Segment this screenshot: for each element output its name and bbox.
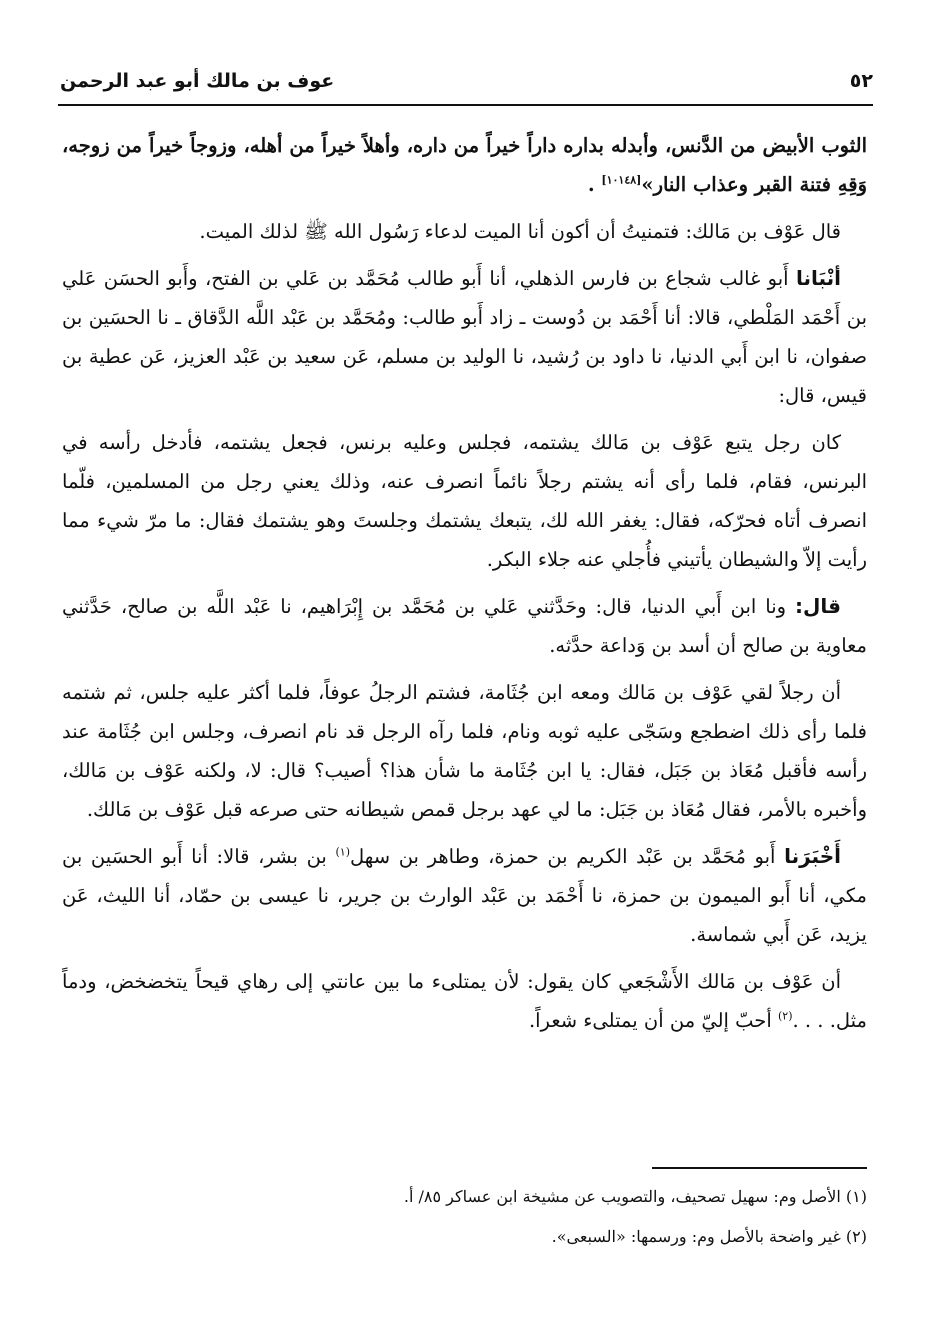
paragraph-8-text-a: أن عَوْف بن مَالك الأَشْجَعي كان يقول: لأن يمتلىء ما بين عانتي إلى رهاي قيحاً يتخضخض، ودماً مثل. . . . [62,970,867,1032]
footnote-rule [652,1167,867,1169]
paragraph-1-text: الثوب الأبيض من الدَّنس، وأبدله بداره داراً خيراً من داره، وأهلاً خيراً من أهله، وزوجاً خيراً من زوجه، وَقِهِ فتنة القبر وعذاب النار» [62,134,867,196]
main-text [62,126,867,1048]
running-title: عوف بن مالك أبو عبد الرحمن [60,70,335,92]
paragraph-7-text-b: بن بشر، قالا: أنا أَبو الحسَين بن مكي، أنا أَبو الميمون بن حمزة، نا أَحْمَد بن عَبْد الوارث بن جرير، نا عيسى بن حمّاد، أنا الليث، عَن يزيد، عَن أَبي شماسة. [62,845,867,946]
footnote-1 [62,1182,867,1212]
paragraph-7-lead: أَخْبَرَنا [784,844,841,868]
header-rule [58,104,873,106]
page-header [60,62,873,100]
footnotes [62,1182,867,1262]
hadith-reference: [١٠١٤٨] [601,173,642,187]
paragraph-7 [62,837,867,954]
paragraph-5 [62,587,867,665]
footnote-ref-2: (٢) [777,1009,793,1023]
paragraph-4: كان رجل يتبع عَوْف بن مَالك يشتمه، فجلس وعليه برنس، فجعل يشتمه، فأدخل رأسه في البرنس، فقام، فلما رأى أنه يشتم رجلاً نائماً انصرف عنه، وذلك يعني رجل من المسلمين، فلّما انصرف أتاه فحرّكه، فقال: يغفر الله لك، يتبعك يشتمك وجلستَ وهو يشتمك فقال: ما مرّ شيء مما رأيت إلاّ والشيطان يأتيني فأُجلي عنه جلاء البكر. [62,431,867,571]
footnote-1-number: (١) [845,1187,867,1206]
paragraph-3-text: أَبو غالب شجاع بن فارس الذهلي، أنا أَبو طالب مُحَمَّد بن عَلي بن الفتح، وأَبو الحسَن عَلي بن أَحْمَد المَلْطي، قالا: أنا أَحْمَد بن دُوست ـ زاد أَبو طالب: ومُحَمَّد بن عَبْد اللَّه الدَّقاق ـ نا الحسَين بن صفوان، نا ابن أَبي الدنيا، نا داود بن رُشيد، نا الوليد بن مسلم، عَن سعيد بن عَبْد العزيز، عَن عطية بن قيس، قال: [62,267,867,407]
paragraph-5-text: ونا ابن أَبي الدنيا، قال: وحَدَّثني عَلي بن مُحَمَّد بن إِبْرَاهيم، نا عَبْد اللَّه بن صالح، حَدَّثني معاوية بن صالح أن أسد بن وَداعة حدَّثه. [62,595,867,657]
page-number: ٥٢ [849,70,873,92]
paragraph-2: قال عَوْف بن مَالك: فتمنيتُ أن أكون أنا الميت لدعاء رَسُول الله ﷺ لذلك الميت. [199,220,841,243]
paragraph-3-lead: أنْبَانا [795,266,841,290]
footnote-2 [62,1222,867,1252]
paragraph-8-text-b: أحبّ إليّ من أن يمتلىء شعراً. [528,1009,778,1032]
paragraph-3 [62,259,867,415]
paragraph-8 [62,962,867,1040]
footnote-1-text: الأصل وم: سهيل تصحيف، والتصويب عن مشيخة ابن عساكر ٨٥/ أ. [403,1187,841,1206]
footnote-ref-1: (١) [335,845,350,859]
footnote-2-number: (٢) [845,1227,867,1246]
paragraph-1-end: . [587,173,602,196]
footnote-2-text: غير واضحة بالأصل وم: ورسمها: «السبعى». [551,1227,841,1246]
paragraph-1 [62,126,867,204]
paragraph-7-text-a: أَبو مُحَمَّد بن عَبْد الكريم بن حمزة، وطاهر بن سهل [349,845,785,868]
paragraph-5-lead: قال: [795,594,841,618]
paragraph-6: أن رجلاً لقي عَوْف بن مَالك ومعه ابن جُثَامة، فشتم الرجلُ عوفاً، فلما أكثر عليه جلس، ثم شتمه فلما رأى ذلك اضطجع وسَجّى عليه ثوبه ونام، فلما رآه الرجل قد نام انصرف، وجلس ابن جُثَامة عند رأسه فأقبل مُعَاذ بن جَبَل، فقال: يا ابن جُثَامة ما شأن هذا؟ أصيب؟ قال: لا، ولكنه عَوْف بن مَالك، وأخبره بالأمر، فقال مُعَاذ بن جَبَل: ما لي عهد برجل قمص شيطانه حتى صرعه قبل عَوْف بن مَالك. [62,681,867,821]
